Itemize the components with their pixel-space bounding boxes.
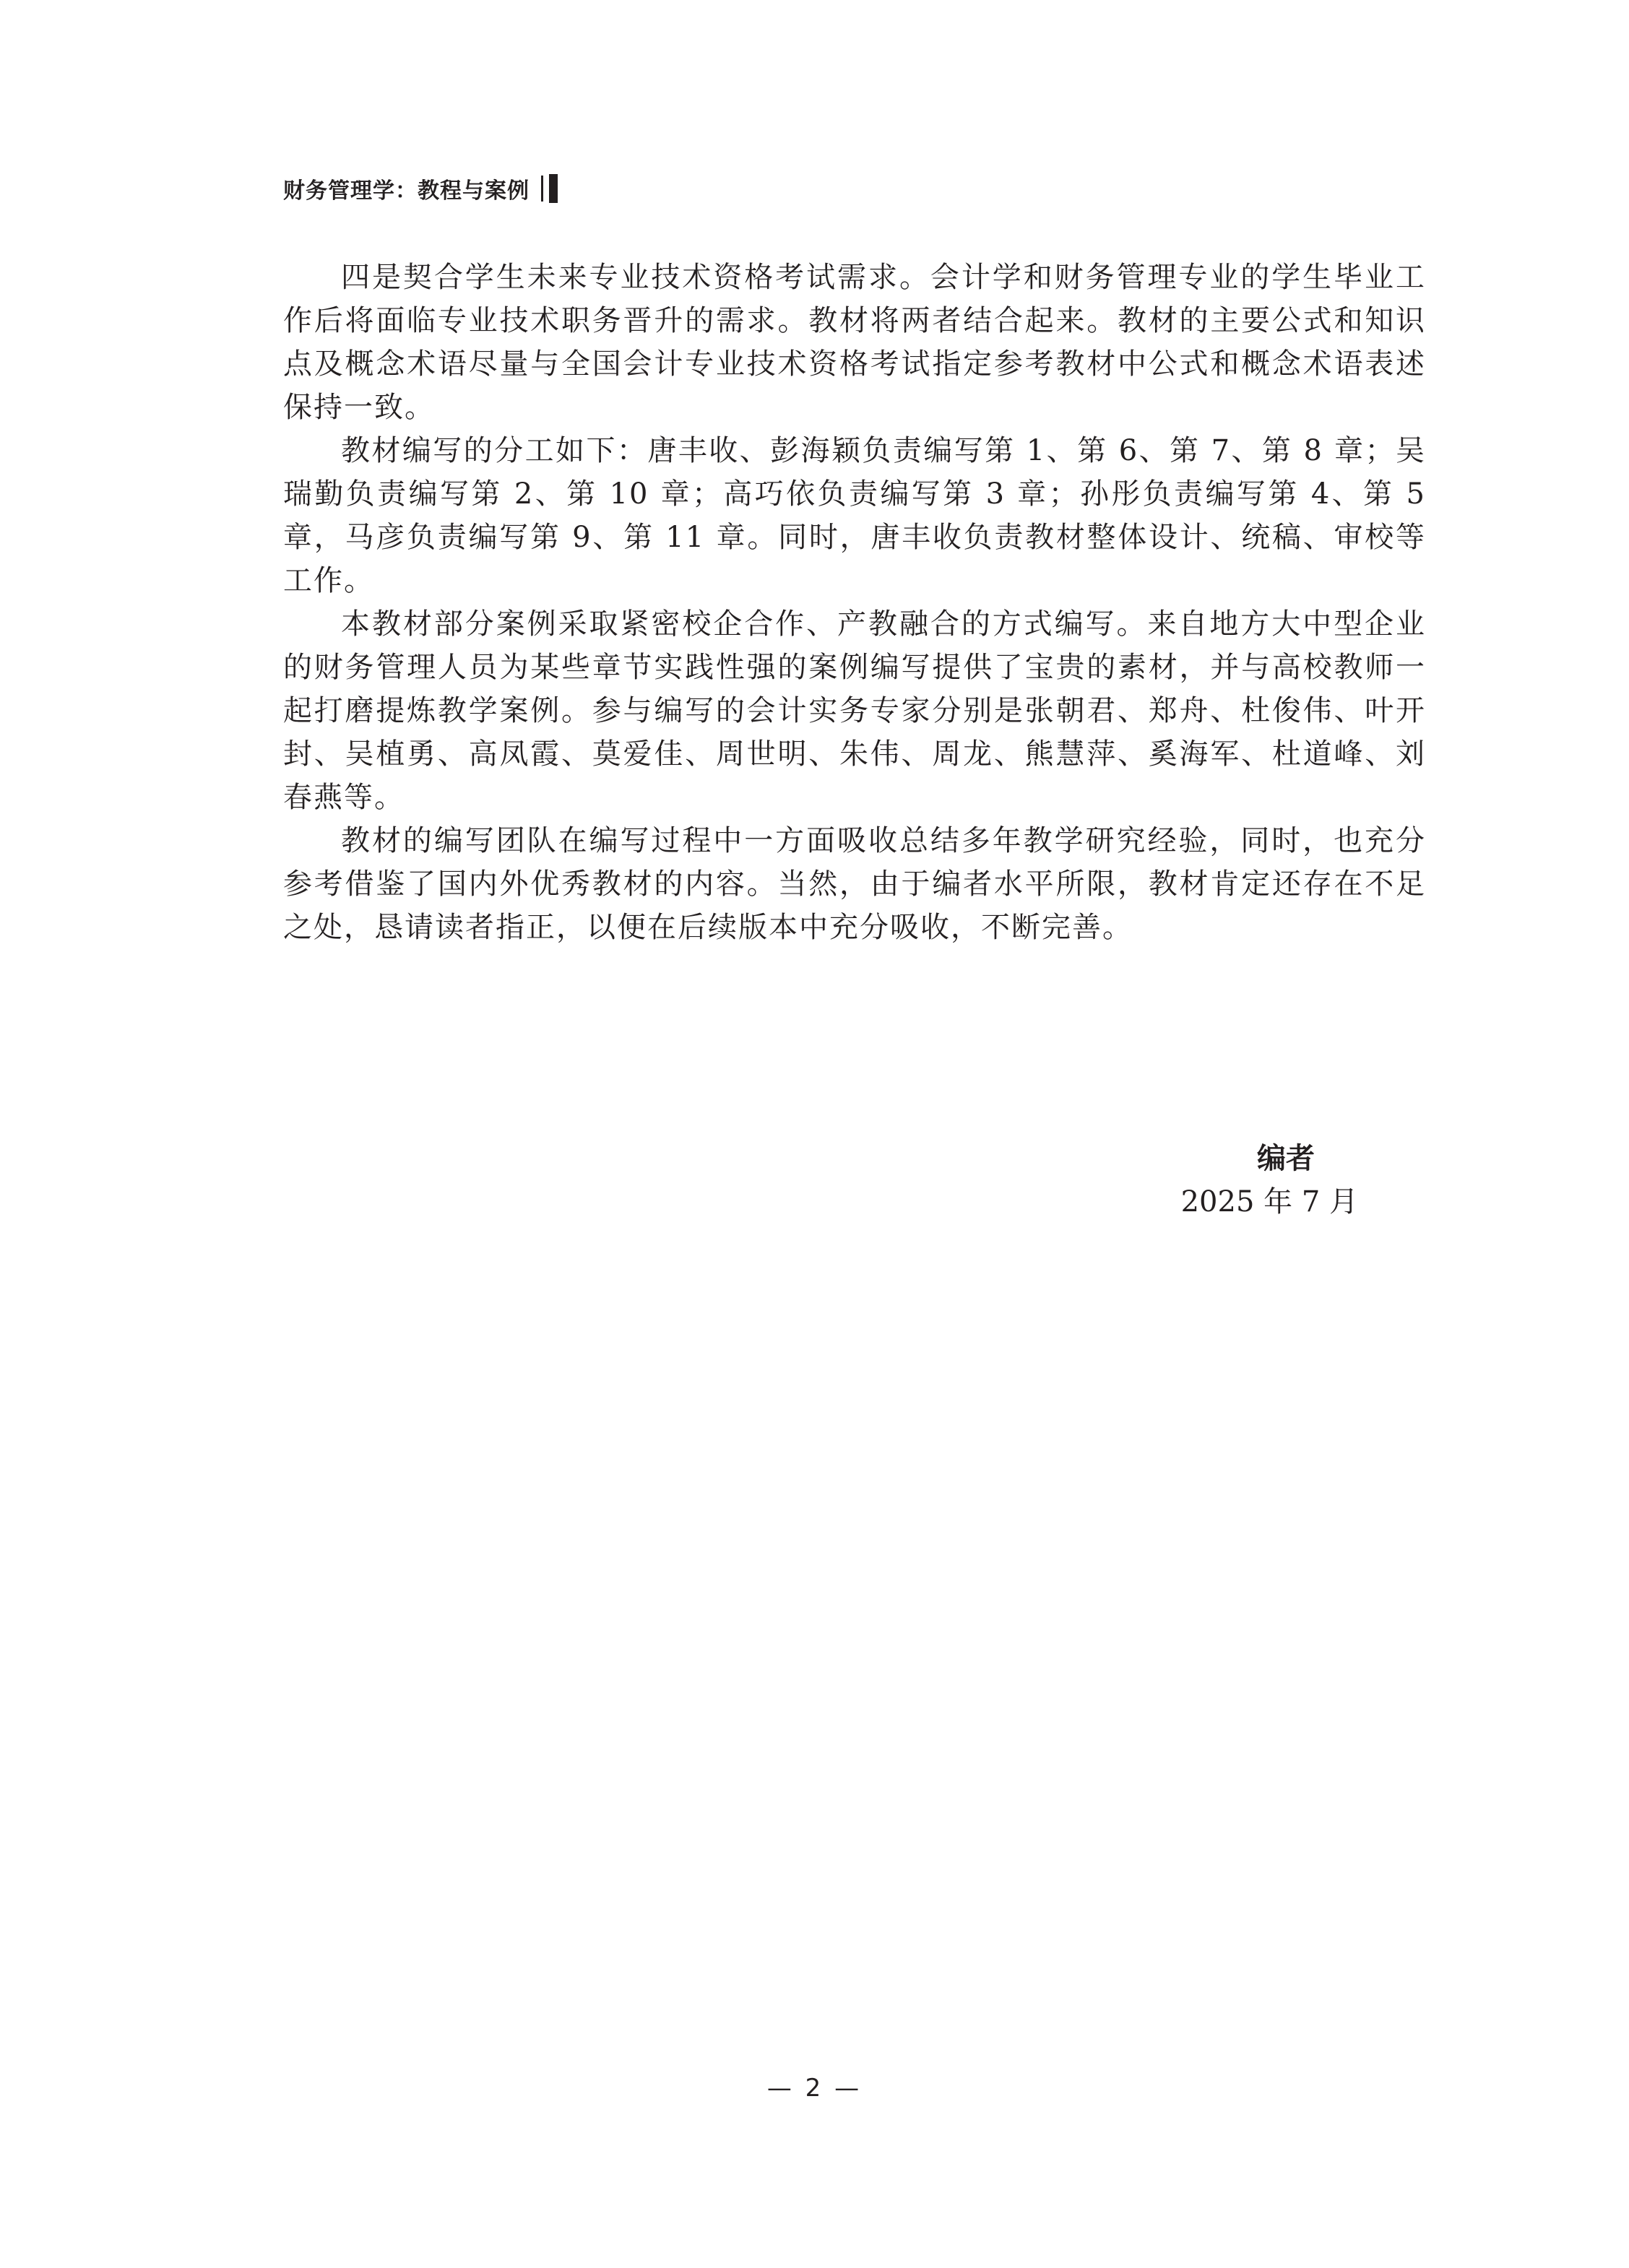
header-block-mark [549, 174, 558, 203]
paragraph-author-division: 教材编写的分工如下：唐丰收、彭海颖负责编写第 1、第 6、第 7、第 8 章；吴瑞勤负责编写第 2、第 10 章；高巧依负责编写第 3 章；孙彤负责编写第 4、第 5 章，马彦负责编写第 9、第 11 章。同时，唐丰收负责教材整体设计、统稿、审校等工作。 [283, 434, 1426, 597]
page-number: — 2 — [766, 2074, 863, 2103]
paragraph-exam-alignment: 四是契合学生未来专业技术资格考试需求。会计学和财务管理专业的学生毕业工作后将面临专业技术职务晋升的需求。教材将两者结合起来。教材的主要公式和知识点及概念术语尽量与全国会计专业技术资格考试指定参考教材中公式和概念术语表述保持一致。 [283, 261, 1426, 424]
signature-date: 2025 年 7 月 [1180, 1185, 1358, 1219]
book-title: 财务管理学：教程与案例 [283, 178, 530, 204]
running-head [283, 170, 558, 207]
signature-block [1084, 1137, 1358, 1224]
signature-author: 编者 [1257, 1142, 1315, 1175]
paragraph-industry-cooperation: 本教材部分案例采取紧密校企合作、产教融合的方式编写。来自地方大中型企业的财务管理人员为某些章节实践性强的案例编写提供了宝贵的素材，并与高校教师一起打磨提炼教学案例。参与编写的会计实务专家分别是张朝君、郑舟、杜俊伟、叶开封、吴植勇、高凤霞、莫爱佳、周世明、朱伟、周龙、熊慧萍、奚海军、杜道峰、刘春燕等。 [283, 607, 1426, 814]
header-rule [541, 176, 543, 202]
body-text [283, 256, 1426, 949]
paragraph-closing-remarks: 教材的编写团队在编写过程中一方面吸收总结多年教学研究经验，同时，也充分参考借鉴了国内外优秀教材的内容。当然，由于编者水平所限，教材肯定还存在不足之处，恳请读者指正，以便在后续版本中充分吸收，不断完善。 [283, 824, 1426, 944]
